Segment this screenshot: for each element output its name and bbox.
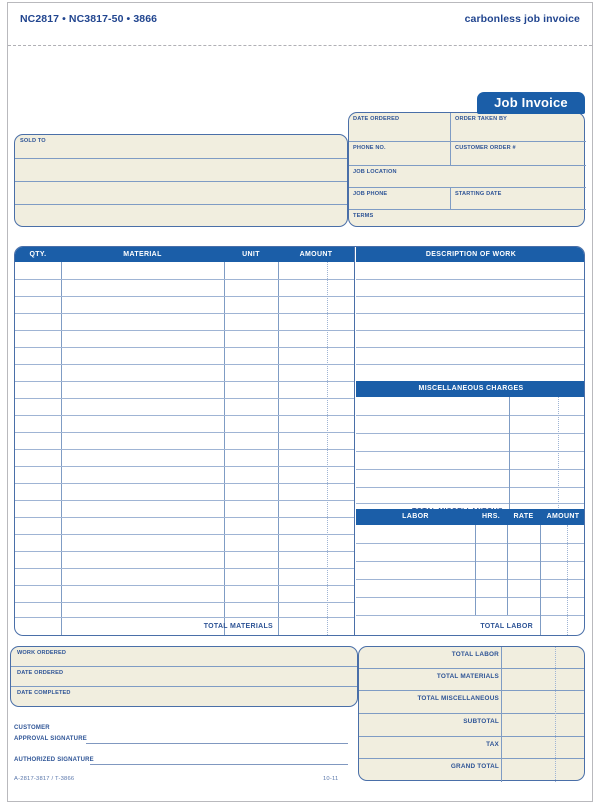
misc-row-rule xyxy=(356,433,585,434)
dow-row-rule xyxy=(356,313,585,314)
labor-row-rule xyxy=(356,579,585,580)
row-rule xyxy=(15,551,354,552)
row-rule xyxy=(15,398,354,399)
row-rule xyxy=(15,432,354,433)
sold-to-row[interactable] xyxy=(15,159,347,182)
field-customer-order-number[interactable] xyxy=(451,142,586,166)
column-header-description-of-work: DESCRIPTION OF WORK xyxy=(356,247,585,262)
summary-label: TAX xyxy=(486,741,499,748)
rule-rate-amount xyxy=(540,525,541,636)
sold-to-row[interactable] xyxy=(15,135,347,159)
header-divider xyxy=(8,45,592,46)
field-terms-label: TERMS xyxy=(353,213,374,219)
row-rule xyxy=(15,585,354,586)
misc-row-rule xyxy=(356,451,585,452)
row-rule-total-separator xyxy=(15,617,354,618)
column-header-material: MATERIAL xyxy=(61,247,224,262)
field-phone-no[interactable] xyxy=(349,142,451,166)
field-job-phone-label: JOB PHONE xyxy=(353,191,388,197)
document-header xyxy=(8,3,592,43)
field-customer-order-number-label: CUSTOMER ORDER # xyxy=(455,145,516,151)
row-rule xyxy=(15,568,354,569)
order-info-box xyxy=(348,112,585,227)
field-date-ordered-bottom[interactable] xyxy=(11,667,357,687)
summary-row-tax[interactable] xyxy=(359,737,584,759)
field-job-location[interactable] xyxy=(349,166,586,188)
summary-label: GRAND TOTAL xyxy=(450,763,499,770)
column-header-unit: UNIT xyxy=(224,247,278,262)
labor-row-rule xyxy=(356,543,585,544)
work-dates-box xyxy=(10,646,358,707)
summary-label: TOTAL MISCELLANEOUS xyxy=(417,695,499,702)
totals-summary-box xyxy=(358,646,585,781)
customer-approval-signature-label: APPROVAL SIGNATURE xyxy=(14,736,87,742)
field-work-ordered-label: WORK ORDERED xyxy=(17,650,67,656)
summary-row-grand-total[interactable] xyxy=(359,759,584,782)
authorized-signature-label: AUTHORIZED SIGNATURE xyxy=(14,757,94,763)
field-order-taken-by[interactable] xyxy=(451,113,586,142)
row-rule xyxy=(15,330,354,331)
row-rule xyxy=(15,602,354,603)
column-header-labor: LABOR xyxy=(356,509,475,525)
misc-row-rule xyxy=(356,469,585,470)
rule-left-right-split xyxy=(354,247,355,636)
misc-row-rule xyxy=(356,415,585,416)
column-header-qty: QTY. xyxy=(15,247,61,262)
dow-row-rule xyxy=(356,330,585,331)
row-rule xyxy=(15,483,354,484)
summary-label: TOTAL MATERIALS xyxy=(436,673,499,680)
job-invoice-title-tab: Job Invoice xyxy=(477,92,585,114)
column-header-labor-amount: AMOUNT xyxy=(540,509,585,525)
section-header-miscellaneous-charges: MISCELLANEOUS CHARGES xyxy=(356,381,585,397)
field-phone-no-label: PHONE NO. xyxy=(353,145,386,151)
misc-row-rule xyxy=(356,503,585,504)
labor-row-rule xyxy=(356,561,585,562)
rule-summary-cents xyxy=(555,647,556,782)
summary-row-total-materials[interactable] xyxy=(359,669,584,691)
row-rule xyxy=(15,313,354,314)
row-rule xyxy=(15,279,354,280)
rule-hrs-rate xyxy=(507,525,508,615)
row-rule xyxy=(15,500,354,501)
summary-label: TOTAL LABOR xyxy=(451,651,499,658)
rule-labor-cents xyxy=(567,525,568,636)
authorized-signature-line[interactable] xyxy=(90,764,348,765)
sold-to-row[interactable] xyxy=(15,205,347,228)
sold-to-row[interactable] xyxy=(15,182,347,205)
labor-row-rule xyxy=(356,597,585,598)
rule-misc-amount xyxy=(509,397,510,520)
field-date-completed[interactable] xyxy=(11,687,357,708)
row-rule xyxy=(15,347,354,348)
field-job-phone[interactable] xyxy=(349,188,451,210)
rule-labor-hrs xyxy=(475,525,476,615)
footer-revision: 10-11 xyxy=(323,776,339,782)
row-rule xyxy=(15,449,354,450)
row-rule xyxy=(15,466,354,467)
dow-row-rule xyxy=(356,364,585,365)
field-date-completed-label: DATE COMPLETED xyxy=(17,690,71,696)
total-labor-label: TOTAL LABOR xyxy=(480,623,533,630)
summary-label: SUBTOTAL xyxy=(463,718,499,725)
summary-row-total-miscellaneous[interactable] xyxy=(359,691,584,714)
field-starting-date[interactable] xyxy=(451,188,586,210)
dow-row-rule xyxy=(356,296,585,297)
product-codes: NC2817 • NC3817-50 • 3866 xyxy=(20,13,158,25)
footer-form-number: A-2817-3817 / T-3866 xyxy=(14,776,75,782)
row-rule xyxy=(15,296,354,297)
sold-to-box[interactable] xyxy=(14,134,348,227)
dow-row-rule xyxy=(356,279,585,280)
field-date-ordered-bottom-label: DATE ORDERED xyxy=(17,670,64,676)
row-rule xyxy=(15,517,354,518)
field-order-taken-by-label: ORDER TAKEN BY xyxy=(455,116,508,122)
customer-approval-signature-line[interactable] xyxy=(86,743,348,744)
labor-row-rule xyxy=(356,615,585,616)
field-work-ordered[interactable] xyxy=(11,647,357,667)
row-rule xyxy=(15,415,354,416)
customer-label-line1: CUSTOMER xyxy=(14,725,50,731)
form-kind-label: carbonless job invoice xyxy=(464,13,580,25)
sold-to-label: SOLD TO xyxy=(20,138,46,144)
column-header-rate: RATE xyxy=(507,509,540,525)
field-date-ordered-label: DATE ORDERED xyxy=(353,116,400,122)
main-items-table xyxy=(14,246,585,636)
dow-row-rule xyxy=(356,347,585,348)
field-terms[interactable] xyxy=(349,210,586,228)
total-materials-label: TOTAL MATERIALS xyxy=(203,623,273,630)
row-rule xyxy=(15,364,354,365)
rule-summary-amount xyxy=(501,647,502,782)
column-header-hrs: HRS. xyxy=(475,509,507,525)
field-starting-date-label: STARTING DATE xyxy=(455,191,502,197)
rule-misc-cents xyxy=(558,397,559,520)
summary-row-total-labor[interactable] xyxy=(359,647,584,669)
misc-row-rule xyxy=(356,487,585,488)
field-date-ordered[interactable] xyxy=(349,113,451,142)
row-rule xyxy=(15,534,354,535)
column-header-amount: AMOUNT xyxy=(278,247,354,262)
field-job-location-label: JOB LOCATION xyxy=(353,169,397,175)
summary-row-subtotal[interactable] xyxy=(359,714,584,737)
row-rule xyxy=(15,381,354,382)
